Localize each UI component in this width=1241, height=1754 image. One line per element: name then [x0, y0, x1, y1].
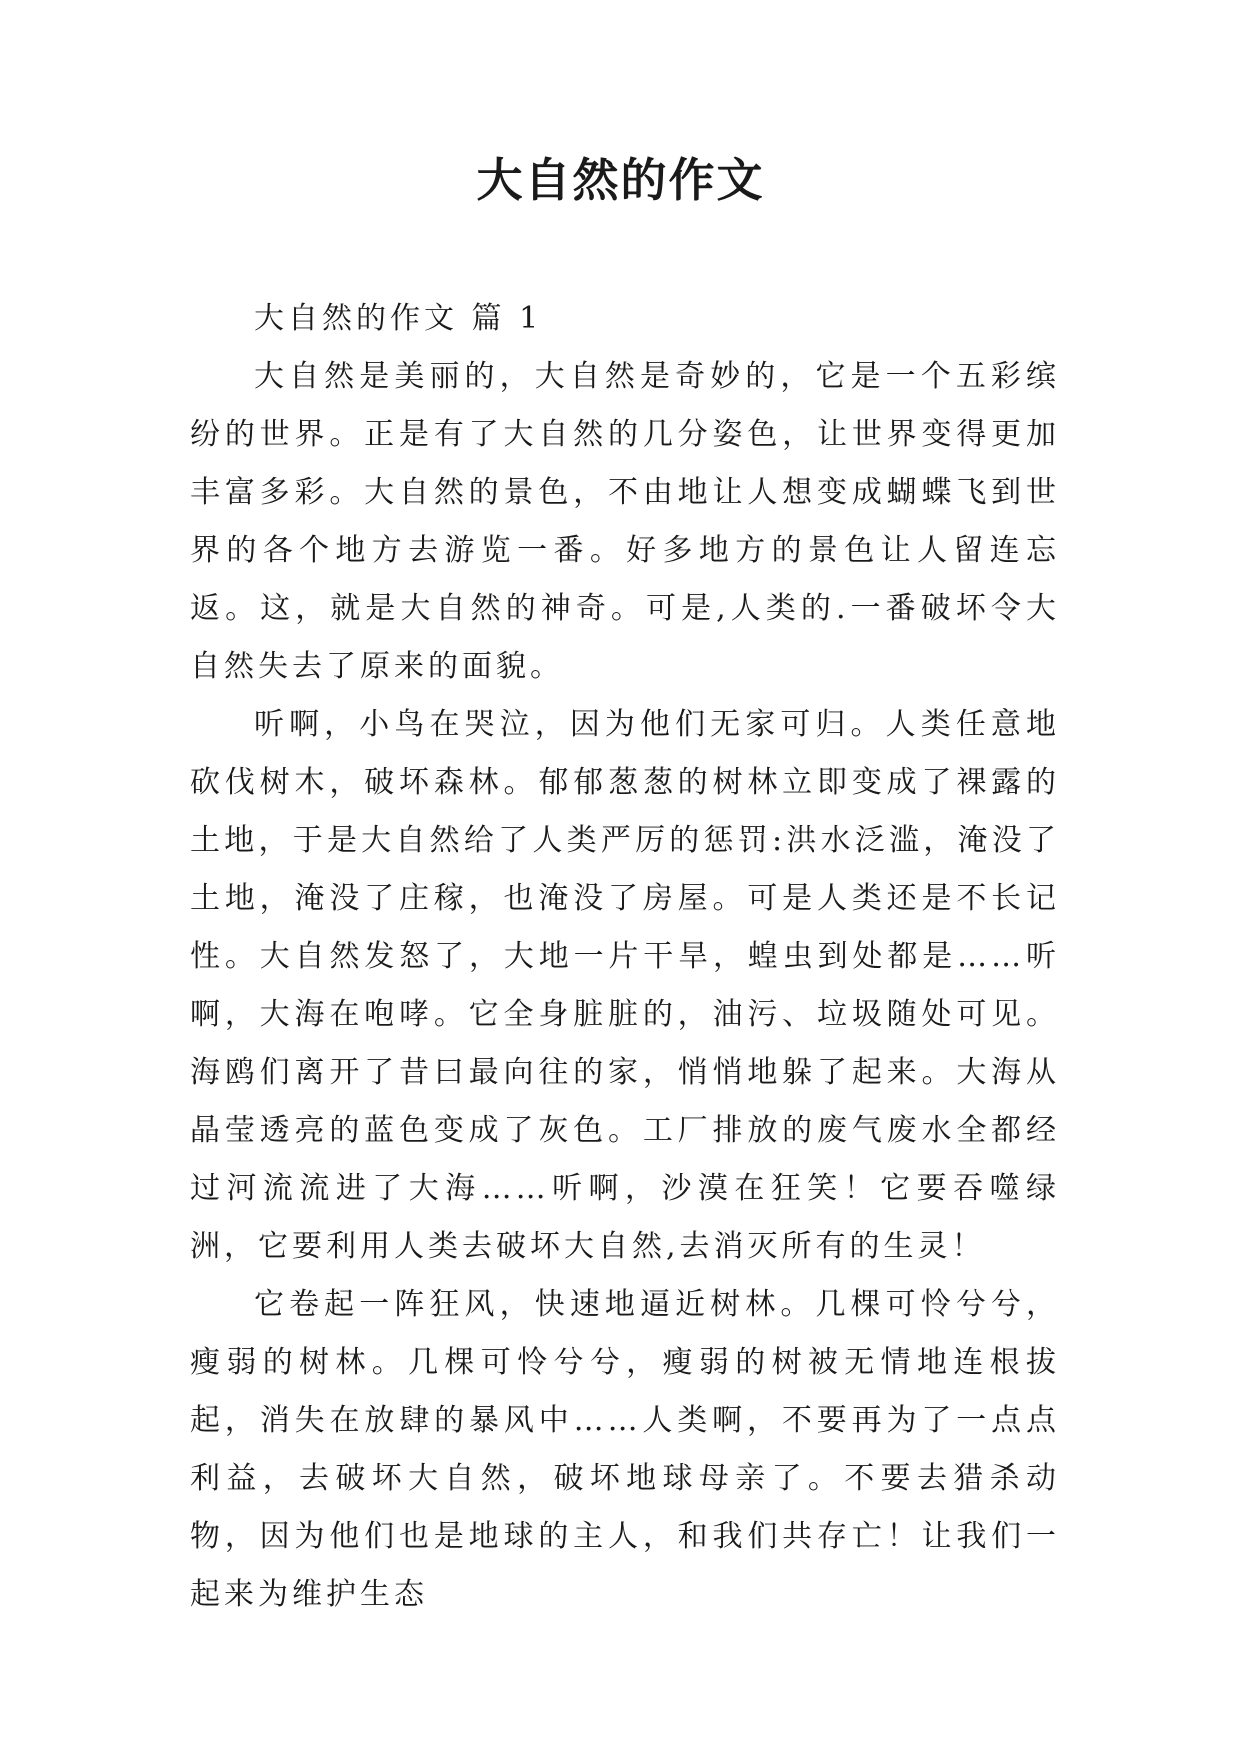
- paragraph-2: 听啊，小鸟在哭泣，因为他们无家可归。人类任意地砍伐树木，破坏森林。郁郁葱葱的树林立即变成了裸露的土地，于是大自然给了人类严厉的惩罚:洪水泛滥，淹没了土地，淹没了庄稼，也淹没了房屋。可是人类还是不长记性。大自然发怒了，大地一片干旱，蝗虫到处都是……听啊，大海在咆哮。它全身脏脏的，油污、垃圾随处可见。海鸥们离开了昔曰最向往的家，悄悄地躲了起来。大海从晶莹透亮的蓝色变成了灰色。工厂排放的废气废水全都经过河流流进了大海……听啊，沙漠在狂笑！它要吞噬绿洲，它要利用人类去破坏大自然,去消灭所有的生灵！: [190, 707, 1060, 1264]
- document-body: [190, 290, 1060, 1624]
- document-title: 大自然的作文: [476, 153, 765, 207]
- section-heading: 大自然的作文 篇 1: [254, 301, 543, 336]
- paragraph-1: 大自然是美丽的，大自然是奇妙的，它是一个五彩缤纷的世界。正是有了大自然的几分姿色，让世界变得更加丰富多彩。大自然的景色，不由地让人想变成蝴蝶飞到世界的各个地方去游览一番。好多地方的景色让人留连忘返。这，就是大自然的神奇。可是,人类的.一番破坏令大自然失去了原来的面貌。: [190, 359, 1060, 684]
- paragraph-3: 它卷起一阵狂风，快速地逼近树林。几棵可怜兮兮，瘦弱的树林。几棵可怜兮兮，瘦弱的树被无情地连根拔起，消失在放肆的暴风中……人类啊，不要再为了一点点利益，去破坏大自然，破坏地球母亲了。不要去猎杀动物，因为他们也是地球的主人，和我们共存亡！让我们一起来为维护生态: [190, 1287, 1060, 1612]
